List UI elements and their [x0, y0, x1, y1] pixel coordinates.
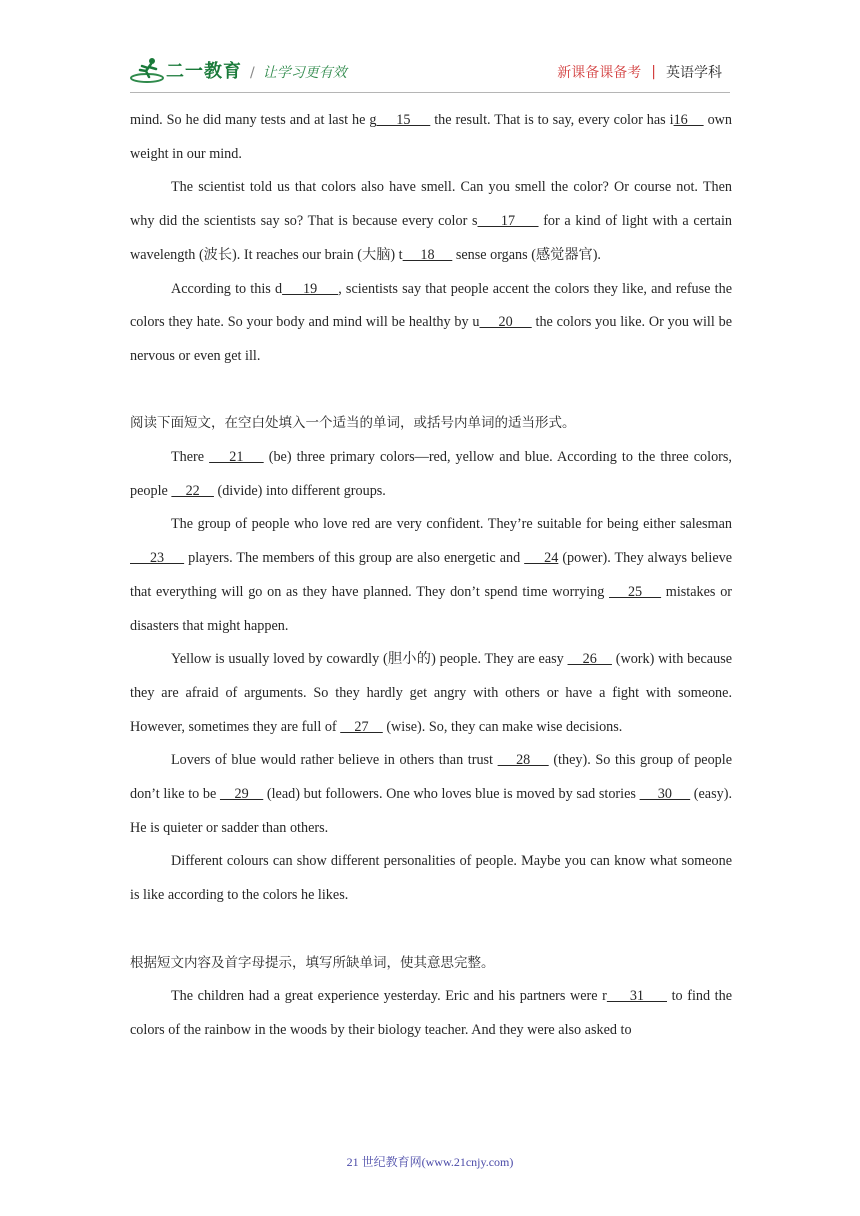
paragraph [130, 441, 732, 508]
section-instruction: 阅读下面短文，在空白处填入一个适当的单词，或括号内单词的适当形式。 [130, 415, 576, 432]
text-run: mistakes or disasters that might happen. [130, 583, 733, 634]
header-right [557, 62, 722, 82]
text-run: for a kind of light with a certain wavelength (波长). It reaches our brain (大脑) t [130, 213, 732, 263]
slogan-text: 让学习更有效 [262, 65, 347, 81]
text-run: (easy). He is quieter or sadder than others. [130, 786, 732, 836]
answer-blank: 29 [219, 786, 264, 803]
paragraph [130, 508, 732, 643]
text-run: (power). They always believe that everything will go on as they have planned. They don’t spend time worrying [130, 550, 733, 600]
answer-blank: 17 [477, 213, 539, 230]
text-run: The group of people who love red are very confident. They’re suitable for being either salesman [171, 516, 732, 533]
text-run: Lovers of blue would rather believe in others than trust [171, 752, 498, 769]
answer-blank: 31 [606, 988, 667, 1005]
paragraph [130, 171, 732, 272]
text-run: (be) three primary colors—red, yellow and blue. According to the three colors, people [130, 449, 732, 499]
section-instruction: 根据短文内容及首字母提示，填写所缺单词，使其意思完整。 [130, 954, 495, 971]
text-run: to find the colors of the rainbow in the woods by their biology teacher. And they were also asked to [130, 988, 733, 1038]
answer-blank: 21 [209, 449, 264, 466]
answer-blank: 23 [130, 550, 185, 567]
answer-blank: 24 [524, 550, 559, 567]
text-run: own weight in our mind. [130, 112, 733, 162]
text-run: The scientist told us that colors also have smell. Can you smell the color? Or course not. Then why did the scientists say so? That is because every color s [130, 179, 732, 230]
text-run: the colors you like. Or you will be nervous or even get ill. [130, 314, 732, 364]
text-run: According to this d [171, 280, 283, 297]
answer-blank: 20 [479, 314, 532, 331]
runner-logo-icon [130, 56, 164, 84]
text-run: (wise). So, they can make wise decisions. [382, 718, 623, 735]
answer-blank: 27 [340, 718, 383, 735]
answer-blank: 15 [376, 112, 431, 128]
paragraph [130, 845, 732, 912]
slogan [250, 62, 347, 82]
document-body [130, 104, 732, 1048]
page-header [130, 50, 730, 93]
paragraph [130, 980, 732, 1047]
text-run: the result. That is to say, every color has i [430, 112, 674, 128]
exam-label: 新课备课备考 [557, 65, 642, 81]
text-run: (divide) into different groups. [213, 482, 386, 499]
answer-blank: 26 [567, 651, 612, 668]
subject-label: 英语学科 [666, 65, 722, 81]
answer-blank: 28 [497, 752, 549, 769]
answer-blank: 25 [609, 583, 662, 600]
answer-blank: 16 [673, 112, 704, 128]
header-separator: | [651, 64, 656, 80]
paragraph [130, 273, 732, 374]
paragraph [130, 744, 732, 845]
text-run: sense organs (感觉器官). [452, 246, 601, 263]
answer-blank: 19 [282, 280, 339, 297]
text-run: There [171, 449, 210, 466]
text-run: players. The members of this group are also energetic and [184, 550, 525, 567]
answer-blank: 18 [402, 246, 453, 263]
text-run: (lead) but followers. One who loves blue is moved by sad stories [263, 786, 640, 803]
page-footer: 21 世纪教育网(www.21cnjy.com) [346, 1155, 514, 1169]
paragraph [130, 643, 732, 744]
text-run: (they). So this group of people don’t like to be [130, 752, 733, 803]
text-run: mind. So he did many tests and at last he g [130, 112, 377, 128]
text-run: The children had a great experience yesterday. Eric and his partners were r [171, 988, 607, 1005]
text-run: Yellow is usually loved by cowardly (胆小的) people. They are easy [171, 651, 568, 668]
text-run: Different colours can show different personalities of people. Maybe you can know what someone is like according to the colors he likes. [130, 853, 732, 904]
paragraph [130, 104, 732, 171]
answer-blank: 22 [171, 482, 214, 499]
logo [130, 56, 242, 84]
logo-text: 二一教育 [166, 61, 242, 82]
answer-blank: 30 [639, 786, 691, 803]
slogan-slash: / [250, 65, 255, 81]
text-run: , scientists say that people accent the colors they like, and refuse the colors they hate. So your body and mind will be healthy by u [130, 280, 732, 331]
text-run: (work) with because they are afraid of arguments. So they hardly get angry with others or have a fight with someone. However, sometimes they are full of [130, 651, 733, 735]
